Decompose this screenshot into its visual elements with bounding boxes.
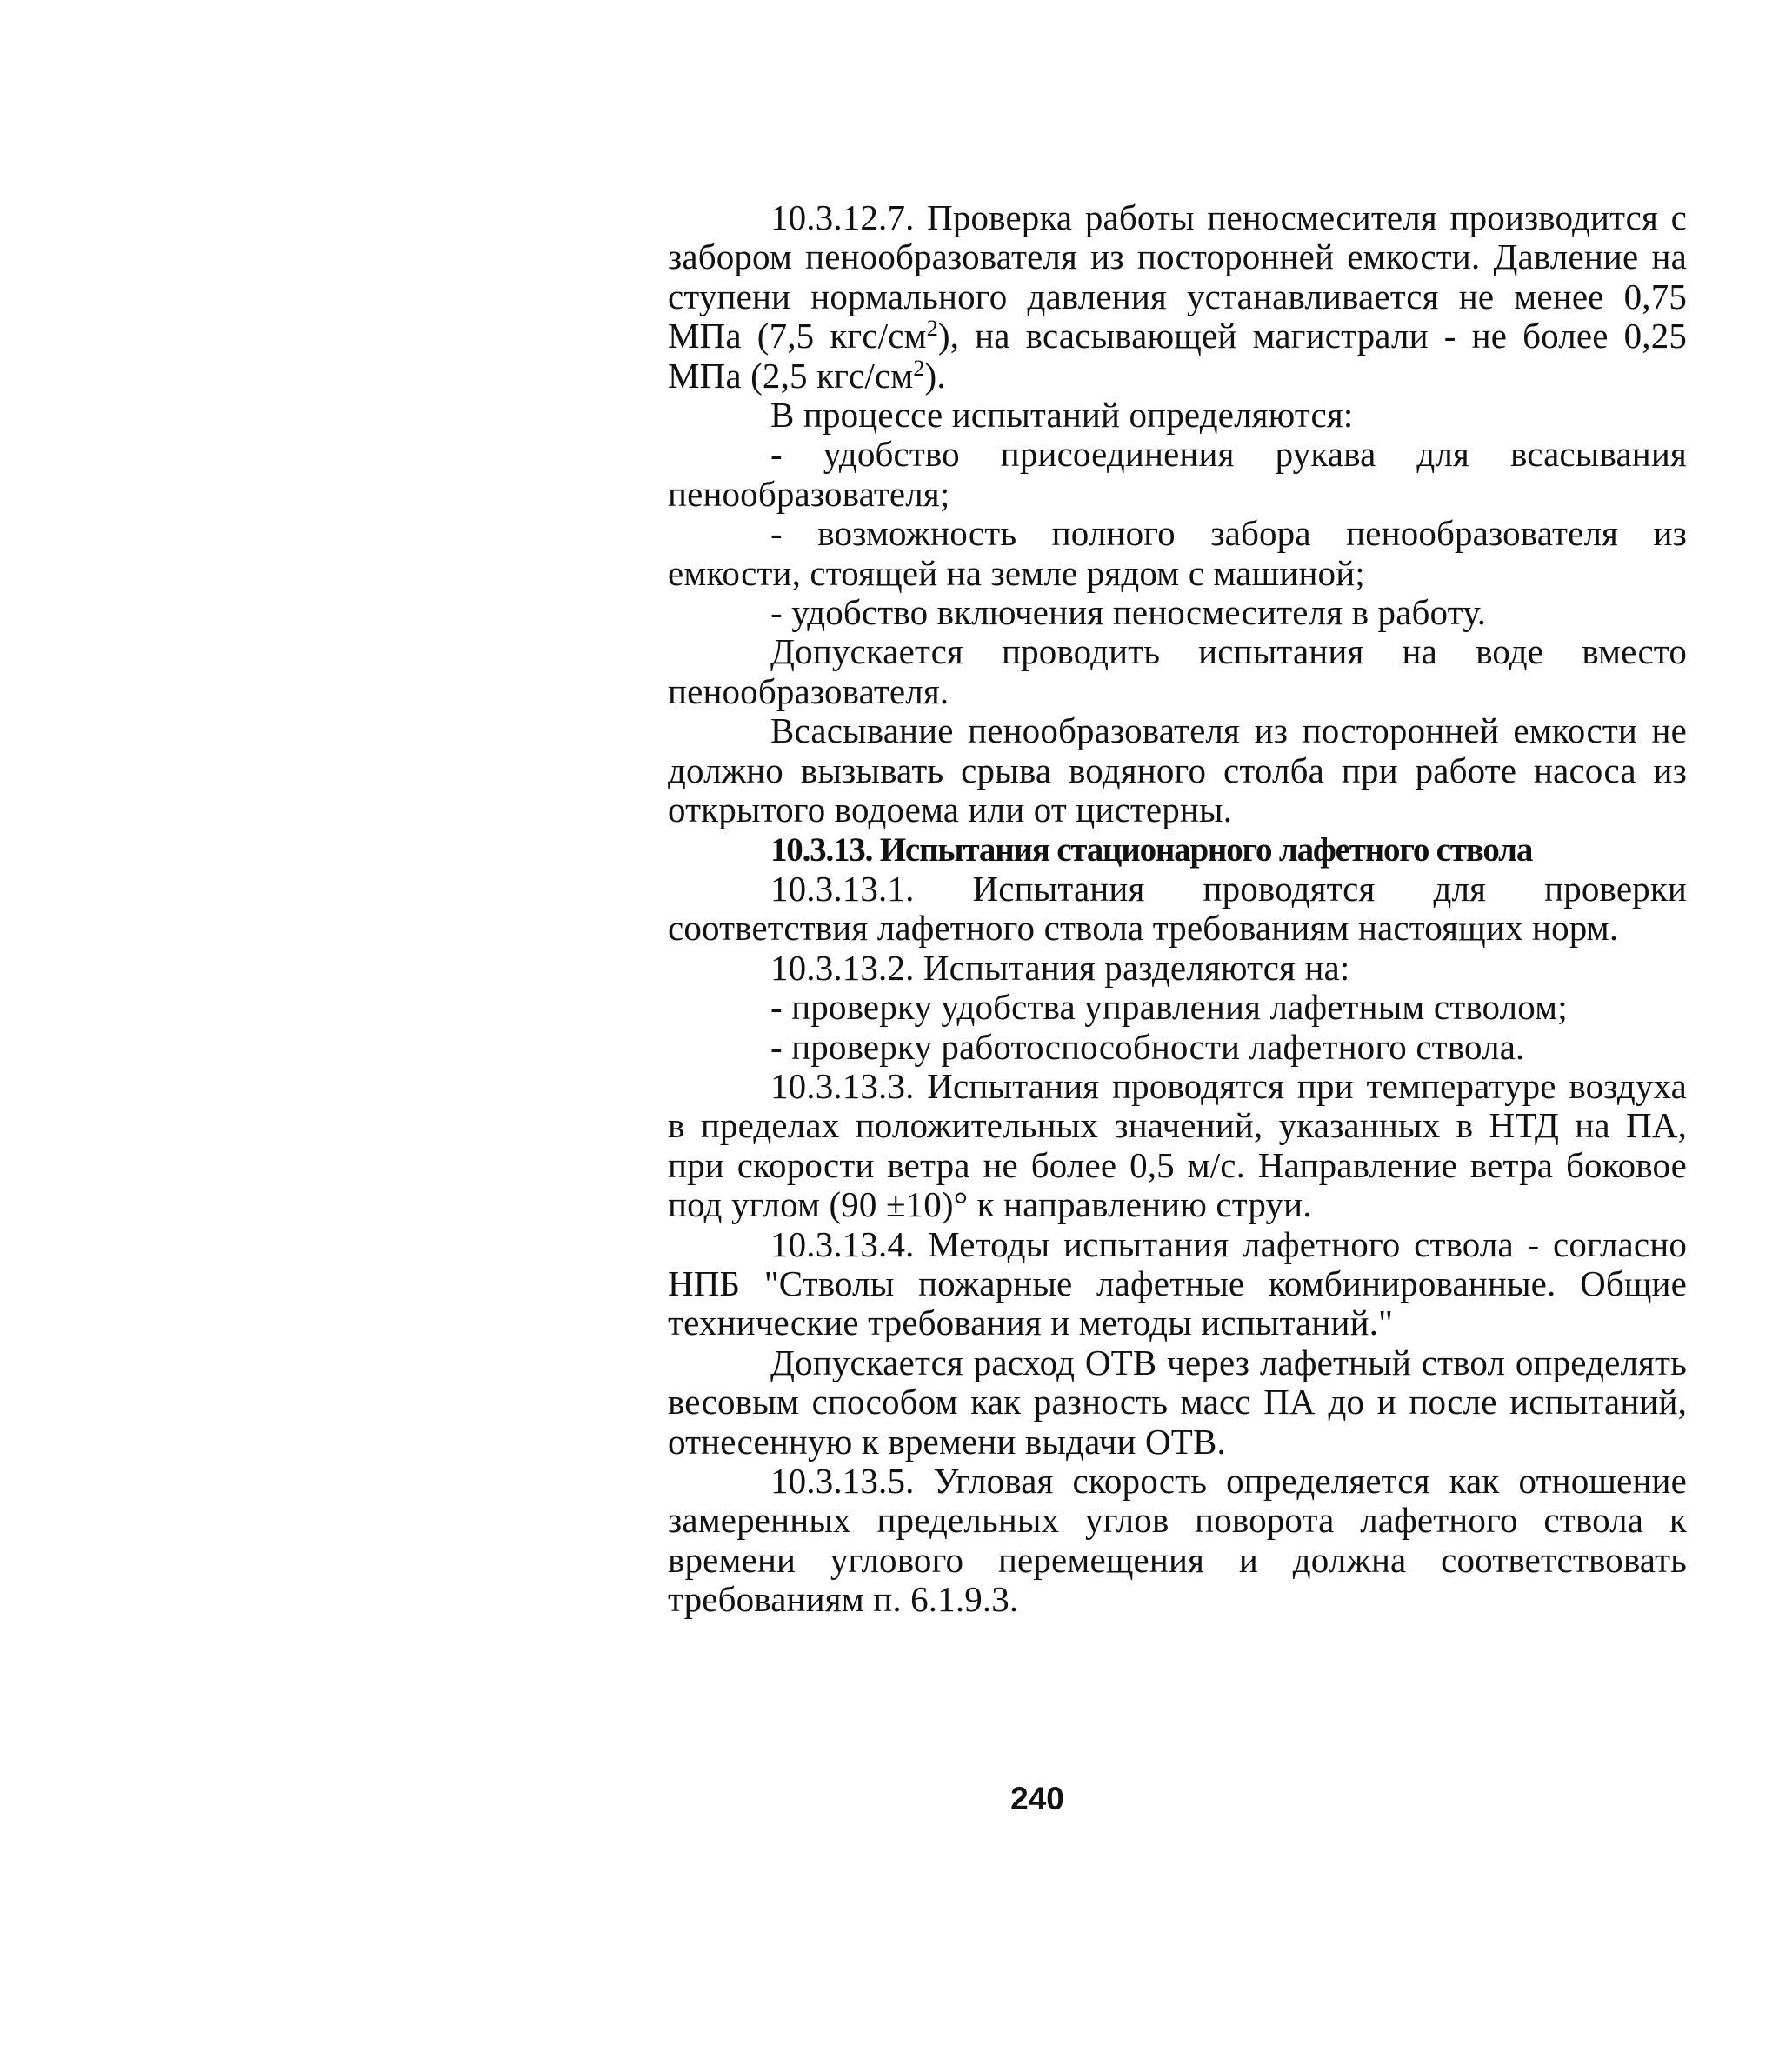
paragraph-text: 10.3.12.7. Проверка работы пеносмесителя производится с забором пенообразователя из посторонней емкости. Давление на ступени нормального давления устанавливается не менее 0,75 МПа (7,5 кгс/см	[668, 197, 1687, 356]
list-item: - проверку работоспособности лафетного ствола.	[770, 1026, 1525, 1067]
paragraph-10-3-12-7	[668, 198, 1687, 396]
section-heading: 10.3.13. Испытания стационарного лафетного ствола	[770, 830, 1533, 869]
text-column	[668, 198, 1687, 1620]
list-item: - возможность полного забора пенообразователя из емкости, стоящей на земле рядом с машиной;	[668, 513, 1687, 593]
paragraph-10-3-13-4: 10.3.13.4. Методы испытания лафетного ствола - согласно НПБ "Стволы пожарные лафетные комбинированные. Общие технические требования и методы испытаний."	[668, 1223, 1687, 1343]
list-item: - проверку удобства управления лафетным стволом;	[770, 987, 1568, 1028]
paragraph-10-3-13-5: 10.3.13.5. Угловая скорость определяется как отношение замеренных предельных углов поворота лафетного ствола к времени углового перемещения и должна соответствовать требованиям п. 6.1.9.3.	[668, 1461, 1687, 1620]
paragraph-10-3-13-3: 10.3.13.3. Испытания проводятся при температуре воздуха в пределах положительных значений, указанных в НТД на ПА, при скорости ветра не более 0,5 м/с. Направление ветра боковое под углом (90 ±10)° к направлению струи.	[668, 1065, 1687, 1225]
page-number: 240	[1010, 1781, 1064, 1816]
superscript: 2	[926, 316, 938, 342]
paragraph-10-3-13-1: 10.3.13.1. Испытания проводятся для проверки соответствия лафетного ствола требованиям настоящих норм.	[668, 868, 1687, 949]
paragraph-process: В процессе испытаний определяются:	[770, 395, 1354, 436]
paragraph-water: Допускается проводить испытания на воде вместо пенообразователя.	[668, 631, 1687, 711]
list-item: - удобство включения пеносмесителя в работу.	[770, 592, 1487, 633]
paragraph-otv: Допускается расход ОТВ через лафетный ствол определять весовым способом как разность масс ПА до и после испытаний, отнесенную к времени выдачи ОТВ.	[668, 1342, 1687, 1462]
paragraph-text: ), на всасывающей магистрали - не более 0,25 МПа (2,5 кгс/см	[668, 316, 1688, 396]
paragraph-10-3-13-2: 10.3.13.2. Испытания разделяются на:	[770, 947, 1350, 988]
superscript: 2	[913, 355, 925, 381]
list-item: - удобство присоединения рукава для всасывания пенообразователя;	[668, 434, 1687, 514]
paragraph-text: ).	[924, 355, 946, 396]
paragraph-suction: Всасывание пенообразователя из посторонней емкости не должно вызывать срыва водяного столба при работе насоса из открытого водоема или от цистерны.	[668, 710, 1687, 830]
